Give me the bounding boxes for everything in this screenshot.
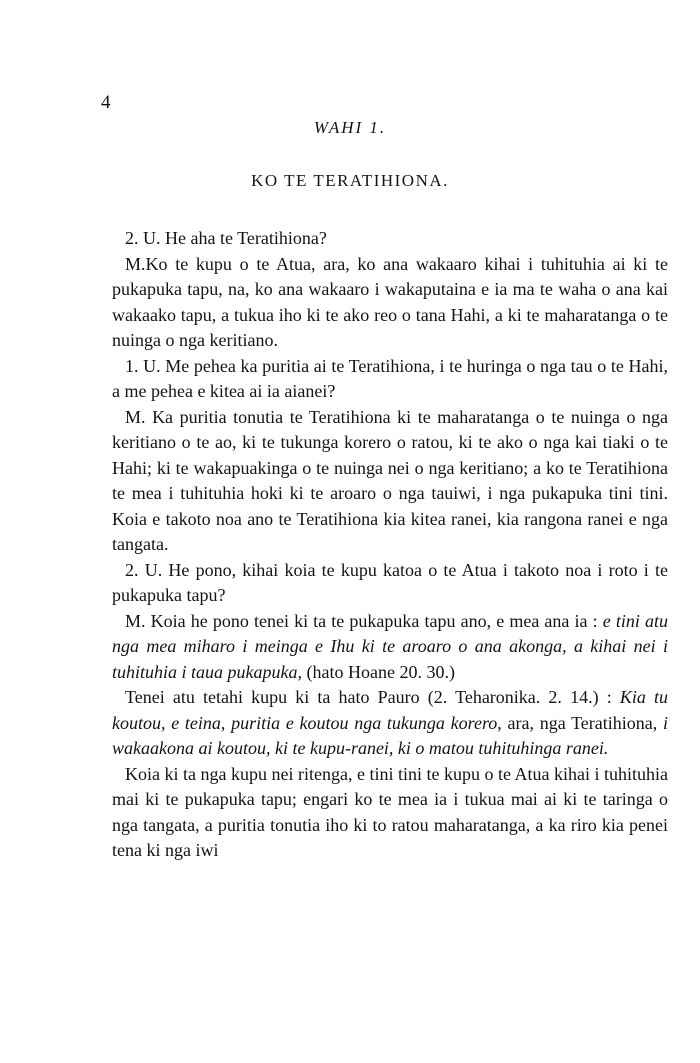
section-title: WAHI 1. [313,118,387,137]
paul-intro: Tenei atu tetahi kupu ki ta hato Pauro (2. Teharonika. 2. 14.) : [125,687,620,707]
paul-quote-part-2: i wakaakona ai koutou, ki te kupu-ranei, ki o matou tuhituhinga ranei. [112,712,668,758]
paul-quote-part-1: Kia tu koutou, e teina, puritia e koutou nga tukunga korero, [112,687,668,733]
chapter-title: KO TE TERATIHIONA. [251,171,449,190]
paragraph-question-2: 1. U. Me pehea ka puritia ai te Teratihiona, i te huringa o nga tau o te Hahi, a me pehea e kitea ai ia aianei? [112,355,668,401]
page-number: 4 [101,92,111,113]
paragraph-answer-1: M.Ko te kupu o te Atua, ara, ko ana wakaaro kihai i tuhituhia ai ki te pukapuka tapu, na, ko ana wakaaro i wakaputaina e ia ma te waha o ana kai wakaako tapu, a tukua iho ki te ako reo o tana Hahi, a ki te maharatanga o te nuinga o nga keritiano. [112,253,668,350]
paul-middle: ara, nga Teratihiona, [501,712,663,733]
paragraph-conclusion: Koia ki ta nga kupu nei ritenga, e tini tini te kupu o te Atua kihai i tuhituhia mai ki te pukapuka tapu; engari ko te mea ia i tukua mai ai ki te taringa o nga tangata, a puritia tonutia iho ki to ratou maharatanga, a ka riro kia penei tena ki nga iwi [112,763,668,860]
paragraph-answer-2: M. Ka puritia tonutia te Teratihiona ki te maharatanga o te nuinga o nga keritiano o te ao, ki te tukunga korero o ratou, ki te ako o nga kai tiaki o te Hahi; ki te wakapuakinga o te nuinga nei o nga keritiano; a ko te Teratihiona te mea i tuhituhia hoki ki te aroaro o nga tauiwi, i nga pukapuka tini tini. Koia e takoto noa ano te Teratihiona kia kitea ranei, kia rangona ranei e nga tangata. [112,406,668,554]
answer-3-quote: e tini atu nga mea miharo i meinga e Ihu ki te aroaro o ana akonga, a kihai nei i tuhituhia i taua pukapuka, [112,610,668,682]
paragraph-question-1: 2. U. He aha te Teratihiona? [125,228,327,248]
paragraph-paul-quote [112,685,668,762]
paragraph-question-3: 2. U. He pono, kihai koia te kupu katoa o te Atua i takoto noa i roto i te pukapuka tapu? [112,559,668,605]
answer-3-text: M. Koia he pono tenei ki ta te pukapuka tapu ano, e mea ana ia : [125,610,603,631]
paragraph-answer-3 [112,609,668,686]
body-text [112,226,668,864]
answer-3-citation: (hato Hoane 20. 30.) [301,661,455,682]
